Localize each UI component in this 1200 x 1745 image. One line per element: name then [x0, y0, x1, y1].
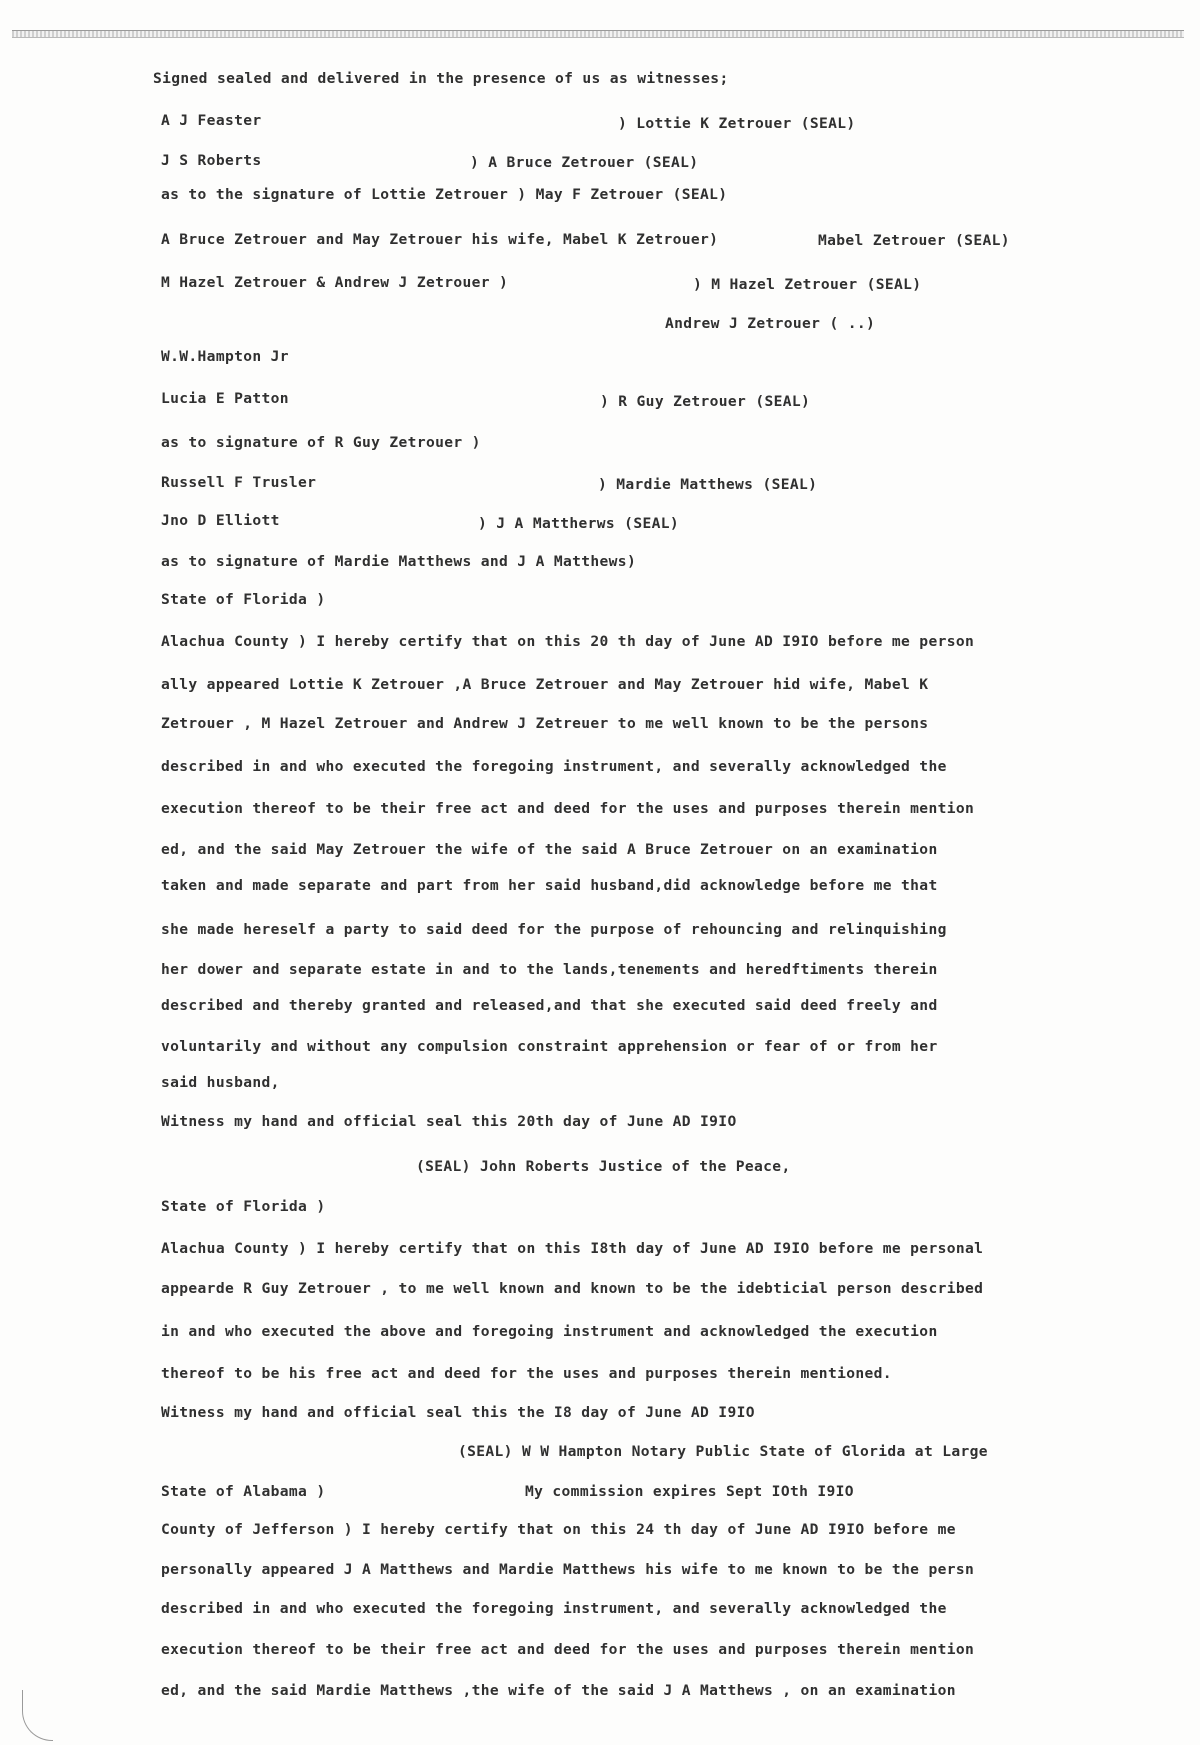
page-corner-edge [22, 1690, 53, 1741]
text-line: in and who executed the above and foregoing instrument and acknowledged the execution [161, 1323, 938, 1340]
text-line: said husband, [161, 1074, 280, 1091]
text-line: Signed sealed and delivered in the presence of us as witnesses; [153, 70, 729, 87]
text-line: as to the signature of Lottie Zetrouer ) May F Zetrouer (SEAL) [161, 186, 728, 203]
text-line: ) A Bruce Zetrouer (SEAL) [470, 154, 699, 171]
text-line: she made hereself a party to said deed for the purpose of rehouncing and relinquishing [161, 921, 947, 938]
text-line: voluntarily and without any compulsion constraint apprehension or fear of or from her [161, 1038, 938, 1055]
text-line: J S Roberts [161, 152, 262, 169]
signature-line: (SEAL) John Roberts Justice of the Peace, [416, 1158, 791, 1175]
text-line: execution thereof to be their free act and deed for the uses and purposes therein mention [161, 800, 975, 817]
text-line: State of Florida ) [161, 591, 326, 608]
text-line: Lucia E Patton [161, 390, 289, 407]
text-line: thereof to be his free act and deed for the uses and purposes therein mentioned. [161, 1365, 892, 1382]
text-line: ed, and the said May Zetrouer the wife of the said A Bruce Zetrouer on an examination [161, 841, 938, 858]
text-line: Andrew J Zetrouer ( ..) [665, 315, 876, 332]
text-line: ed, and the said Mardie Matthews ,the wife of the said J A Matthews , on an examination [161, 1682, 956, 1699]
text-line: ) J A Mattherws (SEAL) [478, 515, 679, 532]
text-line: her dower and separate estate in and to the lands,tenements and heredftiments therein [161, 961, 938, 978]
text-line: taken and made separate and part from her said husband,did acknowledge before me that [161, 877, 938, 894]
text-line: ally appeared Lottie K Zetrouer ,A Bruce Zetrouer and May Zetrouer hid wife, Mabel K [161, 676, 929, 693]
text-line: Alachua County ) I hereby certify that on this I8th day of June AD I9IO before me personal [161, 1240, 984, 1257]
text-line: A Bruce Zetrouer and May Zetrouer his wife, Mabel K Zetrouer) [161, 231, 719, 248]
text-line: M Hazel Zetrouer & Andrew J Zetrouer ) [161, 274, 509, 291]
text-line: W.W.Hampton Jr [161, 348, 289, 365]
text-line: ) Mardie Matthews (SEAL) [598, 476, 818, 493]
text-line: Russell F Trusler [161, 474, 317, 491]
text-line: execution thereof to be their free act and deed for the uses and purposes therein mention [161, 1641, 975, 1658]
text-line: My commission expires Sept IOth I9IO [525, 1483, 854, 1500]
text-line: ) M Hazel Zetrouer (SEAL) [693, 276, 922, 293]
text-line: Mabel Zetrouer (SEAL) [818, 232, 1010, 249]
text-line: personally appeared J A Matthews and Mardie Matthews his wife to me known to be the persn [161, 1561, 975, 1578]
text-line: described in and who executed the foregoing instrument, and severally acknowledged the [161, 1600, 947, 1617]
text-line: as to signature of R Guy Zetrouer ) [161, 434, 481, 451]
text-line: Zetrouer , M Hazel Zetrouer and Andrew J Zetreuer to me well known to be the persons [161, 715, 929, 732]
text-line: appearde R Guy Zetrouer , to me well known and known to be the idebticial person described [161, 1280, 984, 1297]
text-line: Witness my hand and official seal this the I8 day of June AD I9IO [161, 1404, 755, 1421]
text-line: State of Alabama ) [161, 1483, 326, 1500]
text-line: ) Lottie K Zetrouer (SEAL) [618, 115, 856, 132]
text-line: as to signature of Mardie Matthews and J A Matthews) [161, 553, 637, 570]
text-line: described and thereby granted and released,and that she executed said deed freely and [161, 997, 938, 1014]
text-line: Witness my hand and official seal this 20th day of June AD I9IO [161, 1113, 737, 1130]
signature-line: (SEAL) W W Hampton Notary Public State of Glorida at Large [458, 1443, 988, 1460]
text-line: Jno D Elliott [161, 512, 280, 529]
text-line: ) R Guy Zetrouer (SEAL) [600, 393, 811, 410]
text-line: A J Feaster [161, 112, 262, 129]
page-top-border [12, 30, 1184, 38]
text-line: Alachua County ) I hereby certify that on this 20 th day of June AD I9IO before me person [161, 633, 975, 650]
text-line: County of Jefferson ) I hereby certify that on this 24 th day of June AD I9IO before me [161, 1521, 956, 1538]
text-line: State of Florida ) [161, 1198, 326, 1215]
text-line: described in and who executed the foregoing instrument, and severally acknowledged the [161, 758, 947, 775]
